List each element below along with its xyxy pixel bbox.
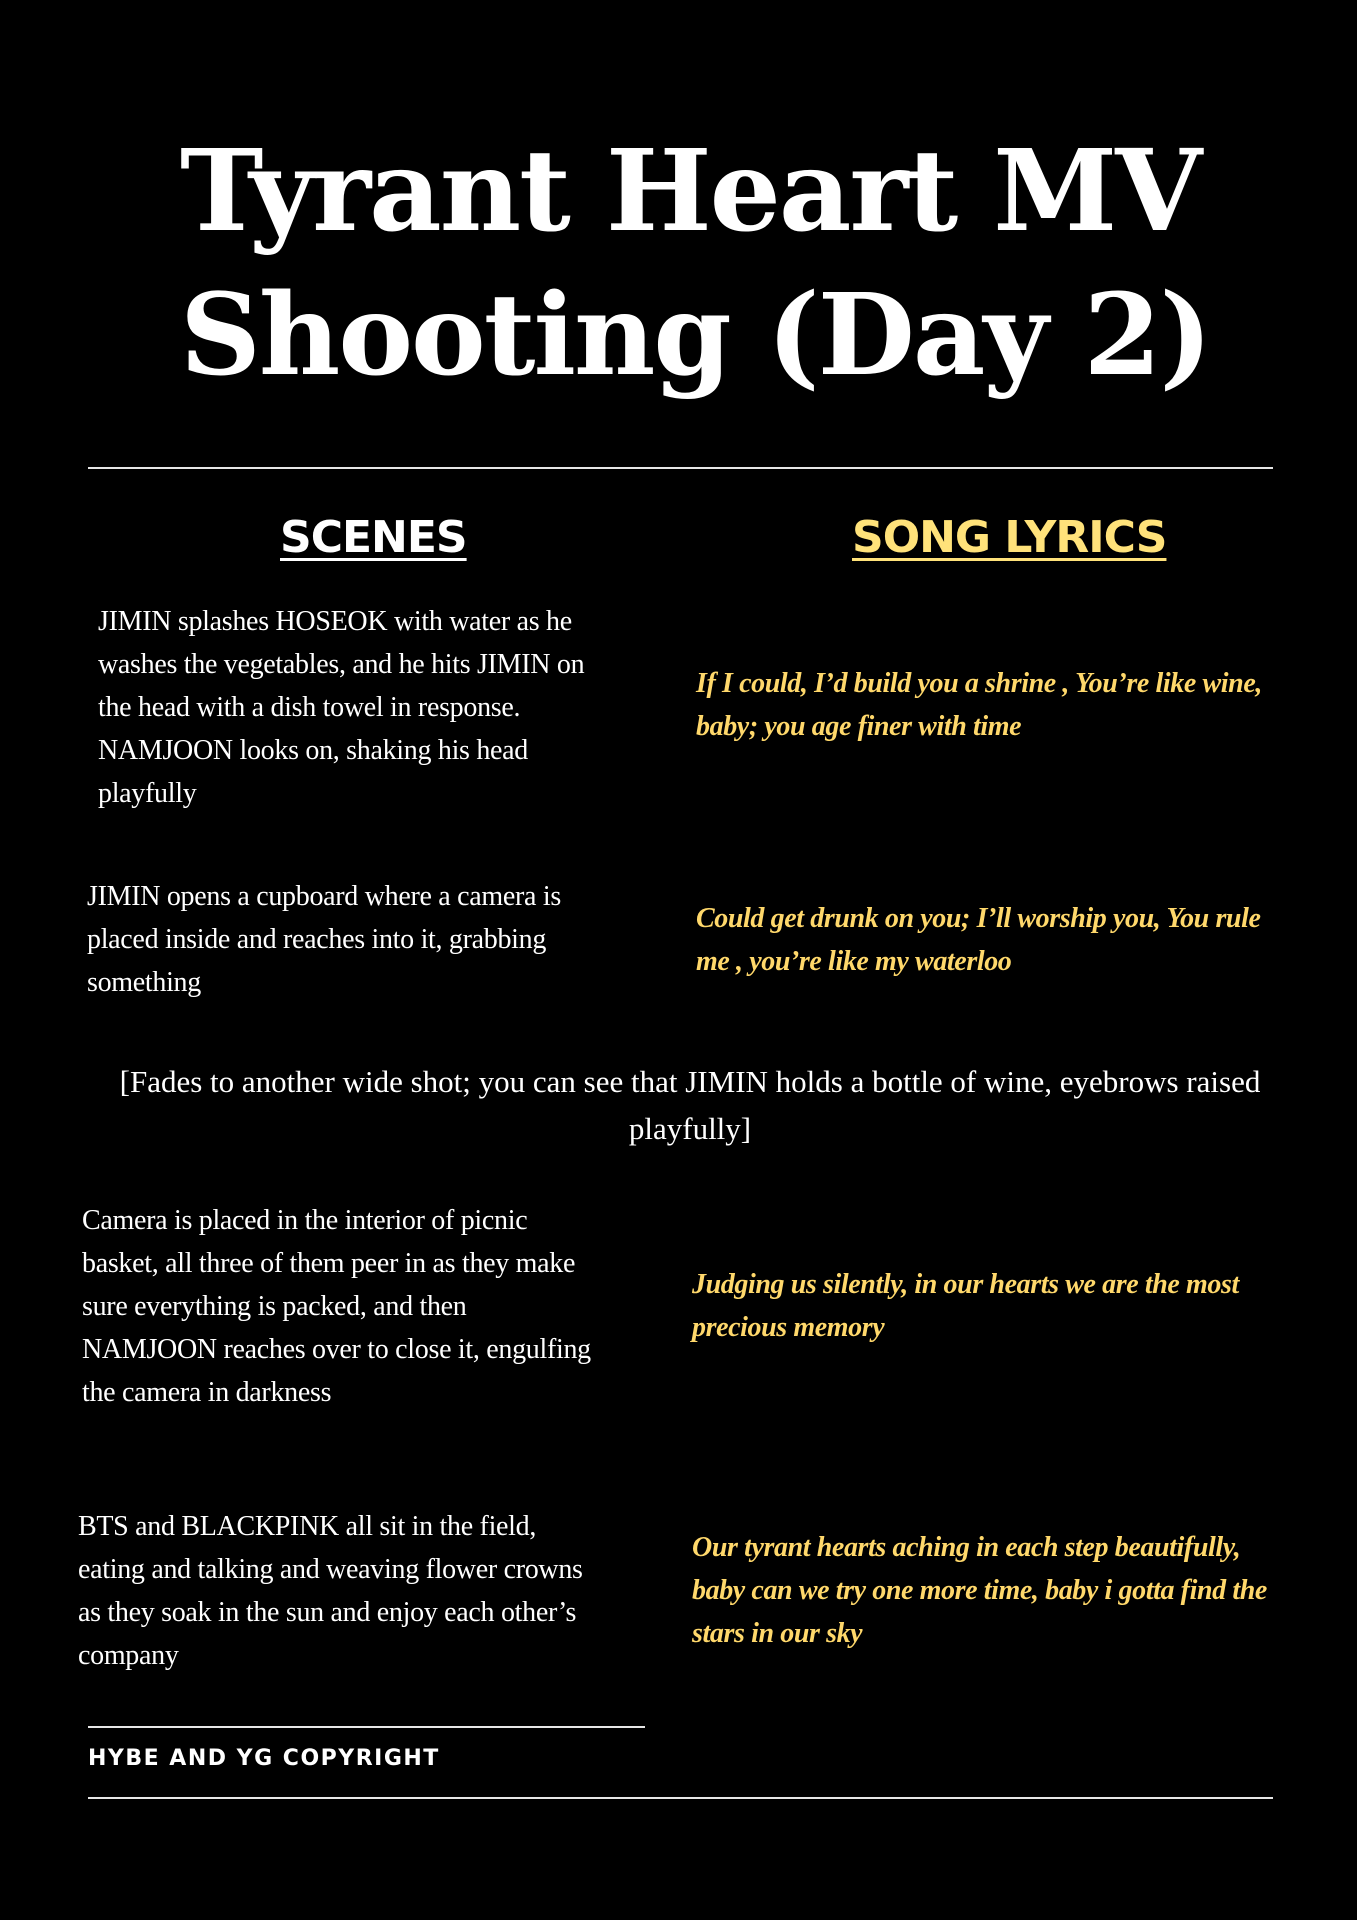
page-title-line-1: Tyrant Heart MV	[180, 126, 1201, 257]
scene-text-3: Camera is placed in the interior of picnic basket, all three of them peer in as they make sure everything is packed, and then NAMJOON reaches over to close it, engulfing the camera in darkness	[82, 1205, 591, 1408]
scene-text-2: JIMIN opens a cupboard where a camera is placed inside and reaches into it, grabbing something	[87, 881, 561, 998]
bottom-divider	[88, 1797, 1273, 1799]
scenes-header: SCENES	[280, 512, 467, 563]
lyric-text-3: Judging us silently, in our hearts we are the most precious memory	[692, 1269, 1239, 1343]
song-lyrics-header: SONG LYRICS	[852, 512, 1167, 563]
transition-note: [Fades to another wide shot; you can see that JIMIN holds a bottle of wine, eyebrows raised playfully]	[119, 1064, 1261, 1146]
copyright-footer: HYBE AND YG COPYRIGHT	[88, 1746, 440, 1771]
scene-text-4: BTS and BLACKPINK all sit in the field, eating and talking and weaving flower crowns as they soak in the sun and enjoy each other’s company	[78, 1511, 583, 1671]
page-title	[180, 120, 1211, 408]
footer-divider	[88, 1726, 645, 1728]
scene-text-1: JIMIN splashes HOSEOK with water as he washes the vegetables, and he hits JIMIN on the head with a dish towel in response. NAMJOON looks on, shaking his head playfully	[98, 606, 585, 809]
page-title-line-2: Shooting (Day 2)	[180, 270, 1211, 401]
lyric-text-2: Could get drunk on you; I’ll worship you, You rule me , you’re like my waterloo	[696, 903, 1261, 977]
lyric-text-4: Our tyrant hearts aching in each step beautifully, baby can we try one more time, baby i gotta find the stars in our sky	[692, 1532, 1267, 1649]
top-divider	[88, 467, 1273, 469]
lyric-text-1: If I could, I’d build you a shrine , You’re like wine, baby; you age finer with time	[696, 668, 1262, 742]
